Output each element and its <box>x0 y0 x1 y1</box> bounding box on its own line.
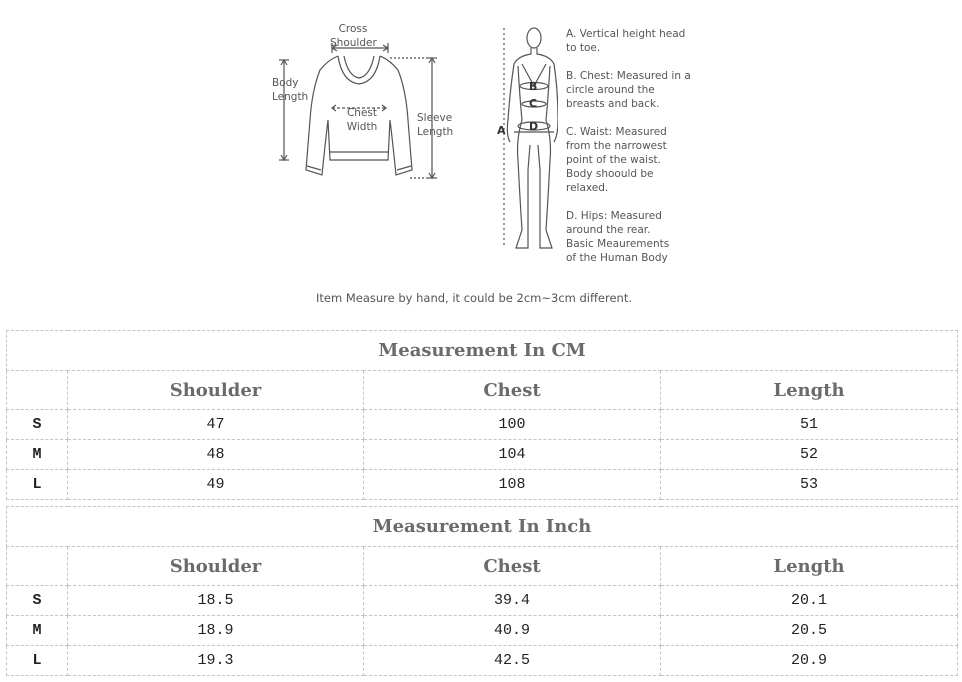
header-chest: Chest <box>364 371 661 410</box>
header-length: Length <box>661 547 958 586</box>
size-label: L <box>7 470 68 500</box>
shoulder-value: 19.3 <box>68 646 364 676</box>
shoulder-value: 48 <box>68 440 364 470</box>
inch-size-table <box>6 506 958 676</box>
length-value: 20.1 <box>661 586 958 616</box>
table-row <box>7 440 958 470</box>
length-value: 20.9 <box>661 646 958 676</box>
length-value: 53 <box>661 470 958 500</box>
chest-value: 108 <box>364 470 661 500</box>
cross-shoulder-label: Cross Shoulder <box>330 23 377 49</box>
size-label: M <box>7 440 68 470</box>
chest-value: 40.9 <box>364 616 661 646</box>
table-row <box>7 410 958 440</box>
sleeve-length-label: Sleeve Length <box>417 112 454 138</box>
size-label: S <box>7 586 68 616</box>
shoulder-value: 47 <box>68 410 364 440</box>
chest-value: 39.4 <box>364 586 661 616</box>
corner-cell <box>7 547 68 586</box>
chest-value: 104 <box>364 440 661 470</box>
note-c-text: C. Waist: Measured from the narrowest point of the waist. Body shoould be relaxed. <box>566 126 667 194</box>
size-label: S <box>7 410 68 440</box>
note-a-text: A. Vertical height head to toe. <box>566 28 686 54</box>
header-shoulder: Shoulder <box>68 371 364 410</box>
length-value: 20.5 <box>661 616 958 646</box>
header-shoulder: Shoulder <box>68 547 364 586</box>
chest-value: 100 <box>364 410 661 440</box>
size-label: L <box>7 646 68 676</box>
shoulder-value: 18.9 <box>68 616 364 646</box>
note-b-text: B. Chest: Measured in a circle around the breasts and back. <box>566 70 691 110</box>
body-length-label: Body Length <box>272 77 309 103</box>
table-row <box>7 586 958 616</box>
cm-table-title: Measurement In CM <box>7 331 958 371</box>
chest-width-label: Chest Width <box>346 107 378 133</box>
cm-size-table <box>6 330 958 500</box>
length-value: 51 <box>661 410 958 440</box>
body-letter-c: C <box>529 97 538 110</box>
header-length: Length <box>661 371 958 410</box>
table-row <box>7 646 958 676</box>
size-label: M <box>7 616 68 646</box>
note-d-text: D. Hips: Measured around the rear. Basic Meaurements of the Human Body <box>566 210 670 264</box>
table-row <box>7 616 958 646</box>
header-chest: Chest <box>364 547 661 586</box>
measurement-diagram <box>0 0 962 320</box>
corner-cell <box>7 371 68 410</box>
length-value: 52 <box>661 440 958 470</box>
table-row <box>7 470 958 500</box>
inch-table-title: Measurement In Inch <box>7 507 958 547</box>
human-body-outline-icon <box>498 20 558 255</box>
body-letter-d: D <box>529 120 539 133</box>
body-letter-b: B <box>529 80 538 93</box>
measurement-note: Item Measure by hand, it could be 2cm~3cm different. <box>315 291 633 305</box>
shoulder-value: 49 <box>68 470 364 500</box>
chest-value: 42.5 <box>364 646 661 676</box>
shoulder-value: 18.5 <box>68 586 364 616</box>
body-letter-a: A <box>497 124 506 137</box>
